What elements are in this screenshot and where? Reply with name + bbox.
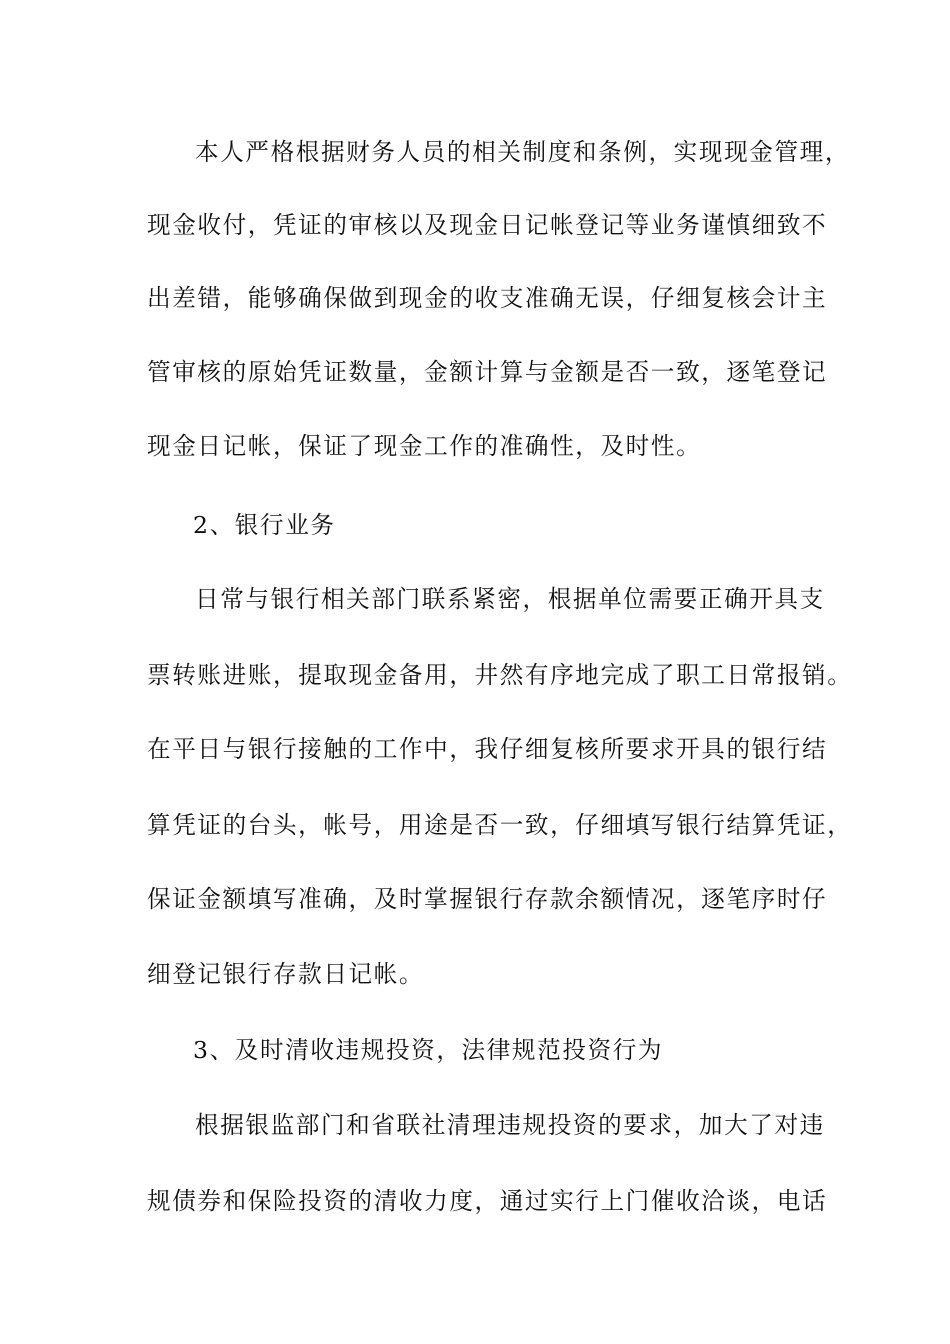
section-heading-investment: 3、及时清收违规投资，法律规范投资行为 [193,1036,664,1064]
paragraph-2-line-2: 票转账进账，提取现金备用，井然有序地完成了职工日常报销。 [147,661,853,689]
paragraph-2-line-5: 保证金额填写准确，及时掌握银行存款余额情况，逐笔序时仔 [147,885,828,913]
paragraph-1-line-5: 现金日记帐，保证了现金工作的准确性，及时性。 [147,432,702,460]
paragraph-1-line-1: 本人严格根据财务人员的相关制度和条例，实现现金管理， [195,138,851,166]
paragraph-2-line-6: 细登记银行存款日记帐。 [147,960,425,988]
paragraph-2-line-4: 算凭证的台头，帐号，用途是否一致，仔细填写银行结算凭证， [147,811,853,839]
paragraph-1-line-3: 出差错，能够确保做到现金的收支准确无误，仔细复核会计主 [147,284,828,312]
paragraph-1-line-4: 管审核的原始凭证数量，金额计算与金额是否一致，逐笔登记 [147,358,828,386]
paragraph-1-line-2: 现金收付，凭证的审核以及现金日记帐登记等业务谨慎细致不 [147,211,828,239]
paragraph-3-line-1: 根据银监部门和省联社清理违规投资的要求，加大了对违 [195,1111,825,1139]
paragraph-3-line-2: 规债券和保险投资的清收力度，通过实行上门催收洽谈，电话 [147,1187,828,1215]
paragraph-2-line-3: 在平日与银行接触的工作中，我仔细复核所要求开具的银行结 [147,735,828,763]
paragraph-2-line-1: 日常与银行相关部门联系紧密，根据单位需要正确开具支 [195,585,825,613]
section-heading-bank-business: 2、银行业务 [193,511,336,539]
